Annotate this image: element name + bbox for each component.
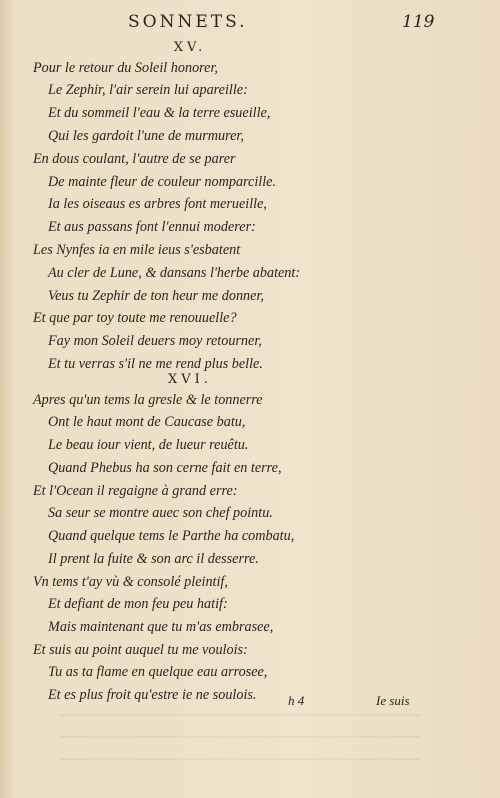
sonnet-15-line: Au cler de Lune, & dansans l'herbe abatent:: [48, 265, 301, 281]
sonnet-15-line: Qui les gardoit l'une de murmurer,: [48, 128, 244, 144]
sonnet-16-line: Et es plus froit qu'estre ie ne soulois.: [48, 687, 257, 703]
sonnet-16-number: XVI.: [168, 372, 212, 387]
running-head: [0, 12, 500, 36]
sonnet-15-line: Veus tu Zephir de ton heur me donner,: [48, 288, 264, 304]
sonnet-16-line: Sa seur se montre auec son chef pointu.: [48, 505, 273, 521]
sonnet-16-line: Quand quelque tems le Parthe ha combatu,: [48, 528, 295, 544]
sonnet-16-line: Et l'Ocean il regaigne à grand erre:: [33, 483, 238, 499]
sonnet-16-line: Il prent la fuite & son arc il desserre.: [48, 551, 259, 567]
sonnet-15-line: Ia les oiseaus es arbres font merueille,: [48, 196, 267, 212]
sonnet-15-line: De mainte fleur de couleur nomparcille.: [48, 174, 276, 190]
sonnet-15-line: Le Zephir, l'air serein lui apareille:: [48, 82, 248, 98]
sonnet-16-line: Et suis au point auquel tu me voulois:: [33, 642, 248, 658]
running-title: SONNETS.: [128, 12, 248, 32]
sonnet-15-line: Et tu verras s'il ne me rend plus belle.: [48, 356, 263, 372]
sonnet-16-line: Vn tems t'ay vù & consolé pleintif,: [33, 574, 228, 590]
sonnet-16-line: Le beau iour vient, de lueur reuêtu.: [48, 437, 249, 453]
sonnet-16-line: Mais maintenant que tu m'as embrasee,: [48, 619, 274, 635]
catchword: Ie suis: [376, 693, 410, 708]
sonnet-15-line: Et du sommeil l'eau & la terre esueille,: [48, 105, 271, 121]
sonnet-15-line: Les Nynfes ia en mile ieus s'esbatent: [33, 242, 241, 258]
page-number: 119: [402, 12, 435, 32]
sonnet-16-line: Quand Phebus ha son cerne fait en terre,: [48, 460, 282, 476]
sonnet-16-line: Ont le haut mont de Caucase batu,: [48, 414, 246, 430]
sonnet-16-line: Apres qu'un tems la gresle & le tonnerre: [33, 392, 263, 408]
sonnet-16-line: Tu as ta flame en quelque eau arrosee,: [48, 664, 268, 680]
show-through-texture: [60, 700, 420, 760]
sonnet-16-line: Et defiant de mon feu peu hatif:: [48, 596, 228, 612]
sonnet-15-line: Et aus passans font l'ennui moderer:: [48, 219, 256, 235]
signature-mark: h 4: [288, 693, 305, 708]
sonnet-15-number: XV.: [173, 40, 207, 55]
sonnet-15-line: Fay mon Soleil deuers moy retourner,: [48, 333, 262, 349]
sonnet-15-line: Et que par toy toute me renouuelle?: [33, 310, 237, 326]
sonnet-15-line: Pour le retour du Soleil honorer,: [33, 60, 218, 76]
sonnet-15-line: En dous coulant, l'autre de se parer: [33, 151, 236, 167]
